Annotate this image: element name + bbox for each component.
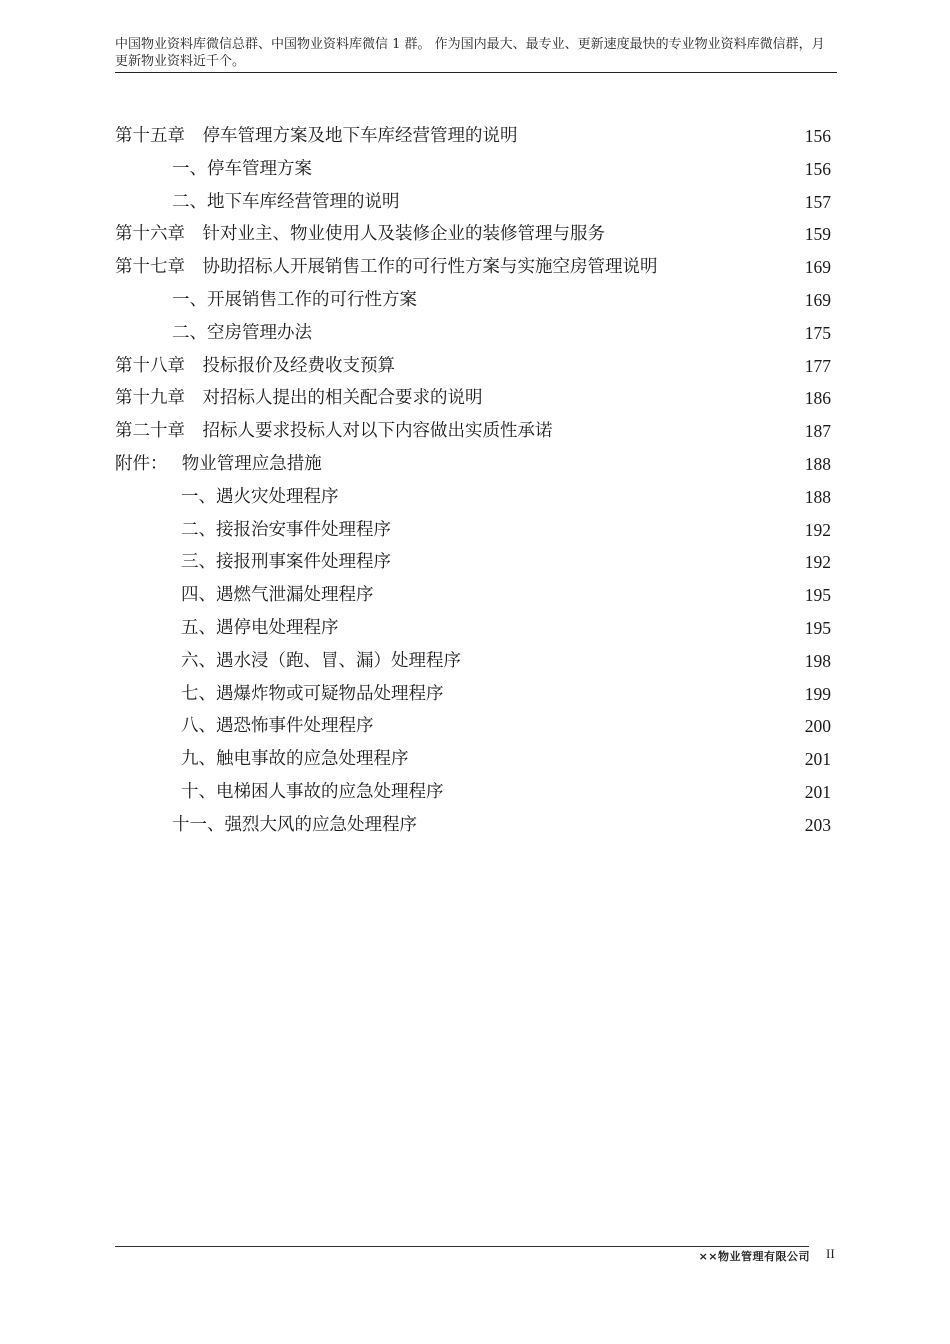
toc-entry-page-number: 186 [804,388,831,409]
toc-entry-title: 附件： 物业管理应急措施 [115,453,322,474]
toc-entry[interactable] [115,776,831,809]
toc-entry[interactable] [115,612,831,645]
toc-entry-title: 第十八章 投标报价及经费收支预算 [115,355,395,376]
toc-entry-page-number: 195 [804,617,831,638]
toc-entry-page-number: 199 [804,683,831,704]
toc-entry-title: 十、电梯困人事故的应急处理程序 [181,781,444,802]
toc-entry-title: 七、遇爆炸物或可疑物品处理程序 [181,683,444,704]
toc-entry-title: 第十七章 协助招标人开展销售工作的可行性方案与实施空房管理说明 [115,257,658,278]
toc-entry-page-number: 187 [804,421,831,442]
toc-entry[interactable] [115,186,831,219]
toc-entry-page-number: 177 [804,355,831,376]
toc-entry[interactable] [115,120,831,153]
toc-entry-page-number: 169 [804,289,831,310]
toc-entry-title: 一、开展销售工作的可行性方案 [172,289,417,310]
toc-entry-page-number: 192 [804,552,831,573]
toc-entry[interactable] [115,153,831,186]
toc-entry-title: 九、触电事故的应急处理程序 [181,749,409,770]
toc-entry[interactable] [115,218,831,251]
toc-entry-page-number: 195 [804,585,831,606]
table-of-contents [115,120,831,842]
toc-entry[interactable] [115,448,831,481]
toc-entry-title: 第十五章 停车管理方案及地下车库经营管理的说明 [115,126,518,146]
toc-entry-page-number: 203 [804,814,831,835]
toc-entry-title: 二、空房管理办法 [172,322,312,343]
toc-entry[interactable] [115,317,831,350]
toc-entry-title: 四、遇燃气泄漏处理程序 [181,585,374,606]
toc-entry-title: 六、遇水浸（跑、冒、漏）处理程序 [181,650,461,671]
toc-entry-page-number: 156 [804,126,831,146]
toc-entry[interactable] [115,415,831,448]
toc-entry[interactable] [115,678,831,711]
toc-entry-page-number: 192 [804,519,831,540]
toc-entry-page-number: 157 [804,191,831,212]
toc-entry[interactable] [115,645,831,678]
toc-entry-title: 第十九章 对招标人提出的相关配合要求的说明 [115,388,483,409]
toc-entry[interactable] [115,743,831,776]
toc-entry-title: 第十六章 针对业主、物业使用人及装修企业的装修管理与服务 [115,224,605,245]
toc-entry-title: 八、遇恐怖事件处理程序 [181,716,374,737]
toc-entry[interactable] [115,809,831,842]
footer-company-name: ××物业管理有限公司 [698,1250,810,1263]
toc-entry-page-number: 188 [804,453,831,474]
toc-entry[interactable] [115,710,831,743]
toc-entry[interactable] [115,579,831,612]
toc-entry-title: 三、接报刑事案件处理程序 [181,552,391,573]
header-divider [115,72,837,73]
toc-entry-page-number: 159 [804,224,831,245]
toc-entry[interactable] [115,481,831,514]
toc-entry-page-number: 175 [804,322,831,343]
toc-entry-title: 二、地下车库经营管理的说明 [172,191,400,212]
toc-entry-page-number: 201 [804,749,831,770]
toc-entry-title: 二、接报治安事件处理程序 [181,519,391,540]
toc-entry-title: 五、遇停电处理程序 [181,617,339,638]
toc-entry-title: 第二十章 招标人要求投标人对以下内容做出实质性承诺 [115,421,553,442]
toc-entry[interactable] [115,546,831,579]
page-header: 中国物业资料库微信总群、中国物业资料库微信 1 群。 作为国内最大、最专业、更新速度最快的专业物业资料库微信群，月更新物业资料近千个。 [115,37,825,69]
toc-entry[interactable] [115,350,831,383]
toc-entry[interactable] [115,251,831,284]
toc-entry-page-number: 156 [804,158,831,179]
toc-entry[interactable] [115,514,831,547]
toc-entry-title: 一、遇火灾处理程序 [181,486,339,507]
toc-entry-title: 十一、强烈大风的应急处理程序 [172,814,417,835]
footer-divider [115,1246,809,1247]
toc-entry-title: 一、停车管理方案 [172,158,312,179]
toc-entry-page-number: 200 [804,716,831,737]
footer-page-number: II [826,1246,835,1261]
toc-entry[interactable] [115,284,831,317]
toc-entry-page-number: 169 [804,257,831,278]
toc-entry-page-number: 188 [804,486,831,507]
toc-entry[interactable] [115,382,831,415]
toc-entry-page-number: 201 [804,781,831,802]
toc-entry-page-number: 198 [804,650,831,671]
